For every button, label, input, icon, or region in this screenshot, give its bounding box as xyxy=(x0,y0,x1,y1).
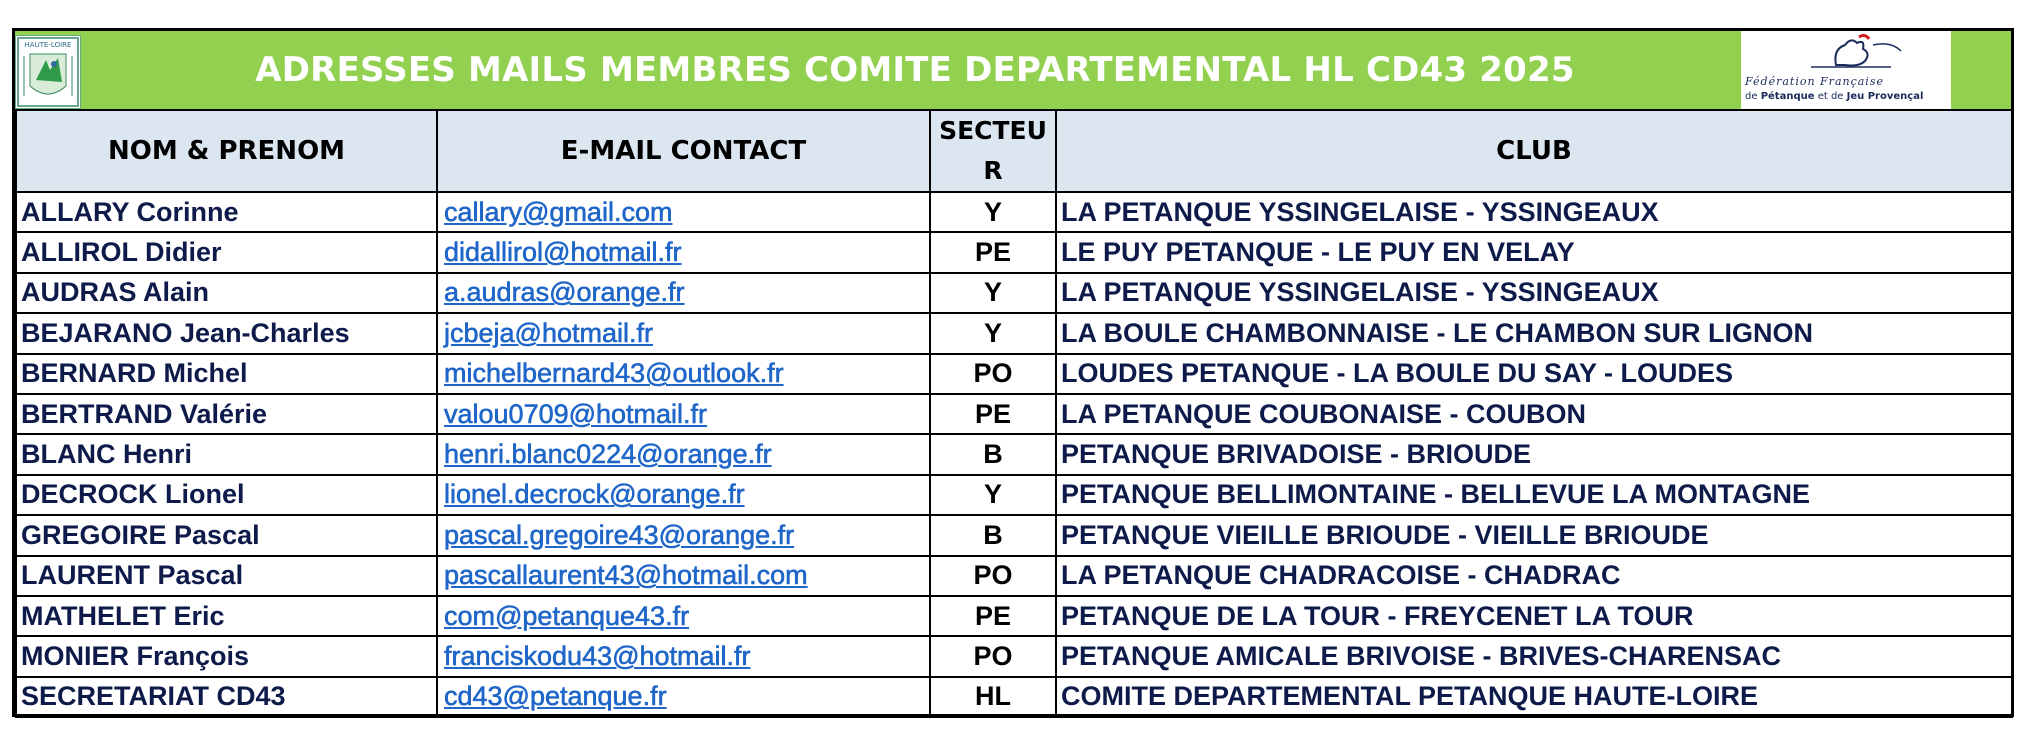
email-cell xyxy=(437,192,930,232)
member-name: AUDRAS Alain xyxy=(16,273,437,313)
club-name: LOUDES PETANQUE - LA BOULE DU SAY - LOUDES xyxy=(1056,354,2012,394)
haute-loire-emblem-icon xyxy=(15,35,81,109)
column-header-name: NOM & PRENOM xyxy=(16,110,437,192)
members-table xyxy=(15,109,2013,718)
sector-code: Y xyxy=(930,192,1056,232)
sector-code: Y xyxy=(930,313,1056,353)
table-row xyxy=(16,677,2012,717)
table-row xyxy=(16,192,2012,232)
email-link[interactable]: michelbernard43@outlook.fr xyxy=(444,358,784,389)
sector-code: Y xyxy=(930,273,1056,313)
club-name: LA PETANQUE CHADRACOISE - CHADRAC xyxy=(1056,556,2012,596)
club-name: LA BOULE CHAMBONNAISE - LE CHAMBON SUR LIGNON xyxy=(1056,313,2012,353)
email-cell xyxy=(437,434,930,474)
rooster-icon xyxy=(1741,31,1951,75)
club-name: PETANQUE BRIVADOISE - BRIOUDE xyxy=(1056,434,2012,474)
email-cell xyxy=(437,313,930,353)
table-row xyxy=(16,636,2012,676)
table-row xyxy=(16,313,2012,353)
email-link[interactable]: pascallaurent43@hotmail.com xyxy=(444,560,808,591)
table-row xyxy=(16,596,2012,636)
table-row xyxy=(16,475,2012,515)
club-name: PETANQUE VIEILLE BRIOUDE - VIEILLE BRIOUDE xyxy=(1056,515,2012,555)
club-name: LE PUY PETANQUE - LE PUY EN VELAY xyxy=(1056,232,2012,272)
federation-name-line1: Fédération Française xyxy=(1745,75,1884,88)
email-link[interactable]: lionel.decrock@orange.fr xyxy=(444,479,745,510)
sector-code: PE xyxy=(930,232,1056,272)
club-name: LA PETANQUE YSSINGELAISE - YSSINGEAUX xyxy=(1056,273,2012,313)
member-name: ALLIROL Didier xyxy=(16,232,437,272)
sector-code: B xyxy=(930,515,1056,555)
member-name: BERNARD Michel xyxy=(16,354,437,394)
sector-code: B xyxy=(930,434,1056,474)
sector-code: PO xyxy=(930,636,1056,676)
table-row xyxy=(16,232,2012,272)
table-header-row xyxy=(16,110,2012,192)
table-row xyxy=(16,354,2012,394)
email-link[interactable]: pascal.gregoire43@orange.fr xyxy=(444,519,795,550)
email-cell xyxy=(437,475,930,515)
club-name: PETANQUE BELLIMONTAINE - BELLEVUE LA MONTAGNE xyxy=(1056,475,2012,515)
page-title: ADRESSES MAILS MEMBRES COMITE DEPARTEMENTAL HL CD43 2025 xyxy=(255,50,1575,90)
column-header-club: CLUB xyxy=(1056,110,2012,192)
sector-code: PO xyxy=(930,354,1056,394)
sector-code: PE xyxy=(930,394,1056,434)
document-sheet xyxy=(12,28,2014,717)
email-link[interactable]: henri.blanc0224@orange.fr xyxy=(444,439,772,470)
email-cell xyxy=(437,394,930,434)
table-row xyxy=(16,515,2012,555)
member-name: BLANC Henri xyxy=(16,434,437,474)
email-cell xyxy=(437,596,930,636)
member-name: LAURENT Pascal xyxy=(16,556,437,596)
club-name: LA PETANQUE YSSINGELAISE - YSSINGEAUX xyxy=(1056,192,2012,232)
sector-code: PO xyxy=(930,556,1056,596)
member-name: MONIER François xyxy=(16,636,437,676)
title-banner xyxy=(15,31,2011,109)
email-cell xyxy=(437,515,930,555)
member-name: ALLARY Corinne xyxy=(16,192,437,232)
member-name: DECROCK Lionel xyxy=(16,475,437,515)
federation-name-line2: de Pétanque et de Jeu Provençal xyxy=(1745,91,1924,102)
sector-code: PE xyxy=(930,596,1056,636)
email-cell xyxy=(437,273,930,313)
left-logo-text: HAUTE-LOIRE xyxy=(24,41,72,49)
email-cell xyxy=(437,556,930,596)
member-name: SECRETARIAT CD43 xyxy=(16,677,437,717)
member-name: MATHELET Eric xyxy=(16,596,437,636)
email-cell xyxy=(437,677,930,717)
email-link[interactable]: a.audras@orange.fr xyxy=(444,277,685,308)
club-name: COMITE DEPARTEMENTAL PETANQUE HAUTE-LOIRE xyxy=(1056,677,2012,717)
email-cell xyxy=(437,354,930,394)
column-header-sector: SECTEUR xyxy=(930,110,1056,192)
federation-logo xyxy=(1741,31,1951,109)
email-link[interactable]: franciskodu43@hotmail.fr xyxy=(444,640,751,671)
email-link[interactable]: cd43@petanque.fr xyxy=(444,681,667,712)
email-cell xyxy=(437,232,930,272)
club-name: LA PETANQUE COUBONAISE - COUBON xyxy=(1056,394,2012,434)
member-name: GREGOIRE Pascal xyxy=(16,515,437,555)
email-cell xyxy=(437,636,930,676)
table-row xyxy=(16,434,2012,474)
email-link[interactable]: callary@gmail.com xyxy=(444,196,673,227)
table-row xyxy=(16,394,2012,434)
email-link[interactable]: com@petanque43.fr xyxy=(444,600,690,631)
member-name: BEJARANO Jean-Charles xyxy=(16,313,437,353)
email-link[interactable]: valou0709@hotmail.fr xyxy=(444,398,708,429)
table-row xyxy=(16,556,2012,596)
table-row xyxy=(16,273,2012,313)
member-name: BERTRAND Valérie xyxy=(16,394,437,434)
email-link[interactable]: jcbeja@hotmail.fr xyxy=(444,317,653,348)
club-name: PETANQUE DE LA TOUR - FREYCENET LA TOUR xyxy=(1056,596,2012,636)
sector-code: Y xyxy=(930,475,1056,515)
email-link[interactable]: didallirol@hotmail.fr xyxy=(444,237,682,268)
sector-code: HL xyxy=(930,677,1056,717)
column-header-email: E-MAIL CONTACT xyxy=(437,110,930,192)
club-name: PETANQUE AMICALE BRIVOISE - BRIVES-CHARENSAC xyxy=(1056,636,2012,676)
